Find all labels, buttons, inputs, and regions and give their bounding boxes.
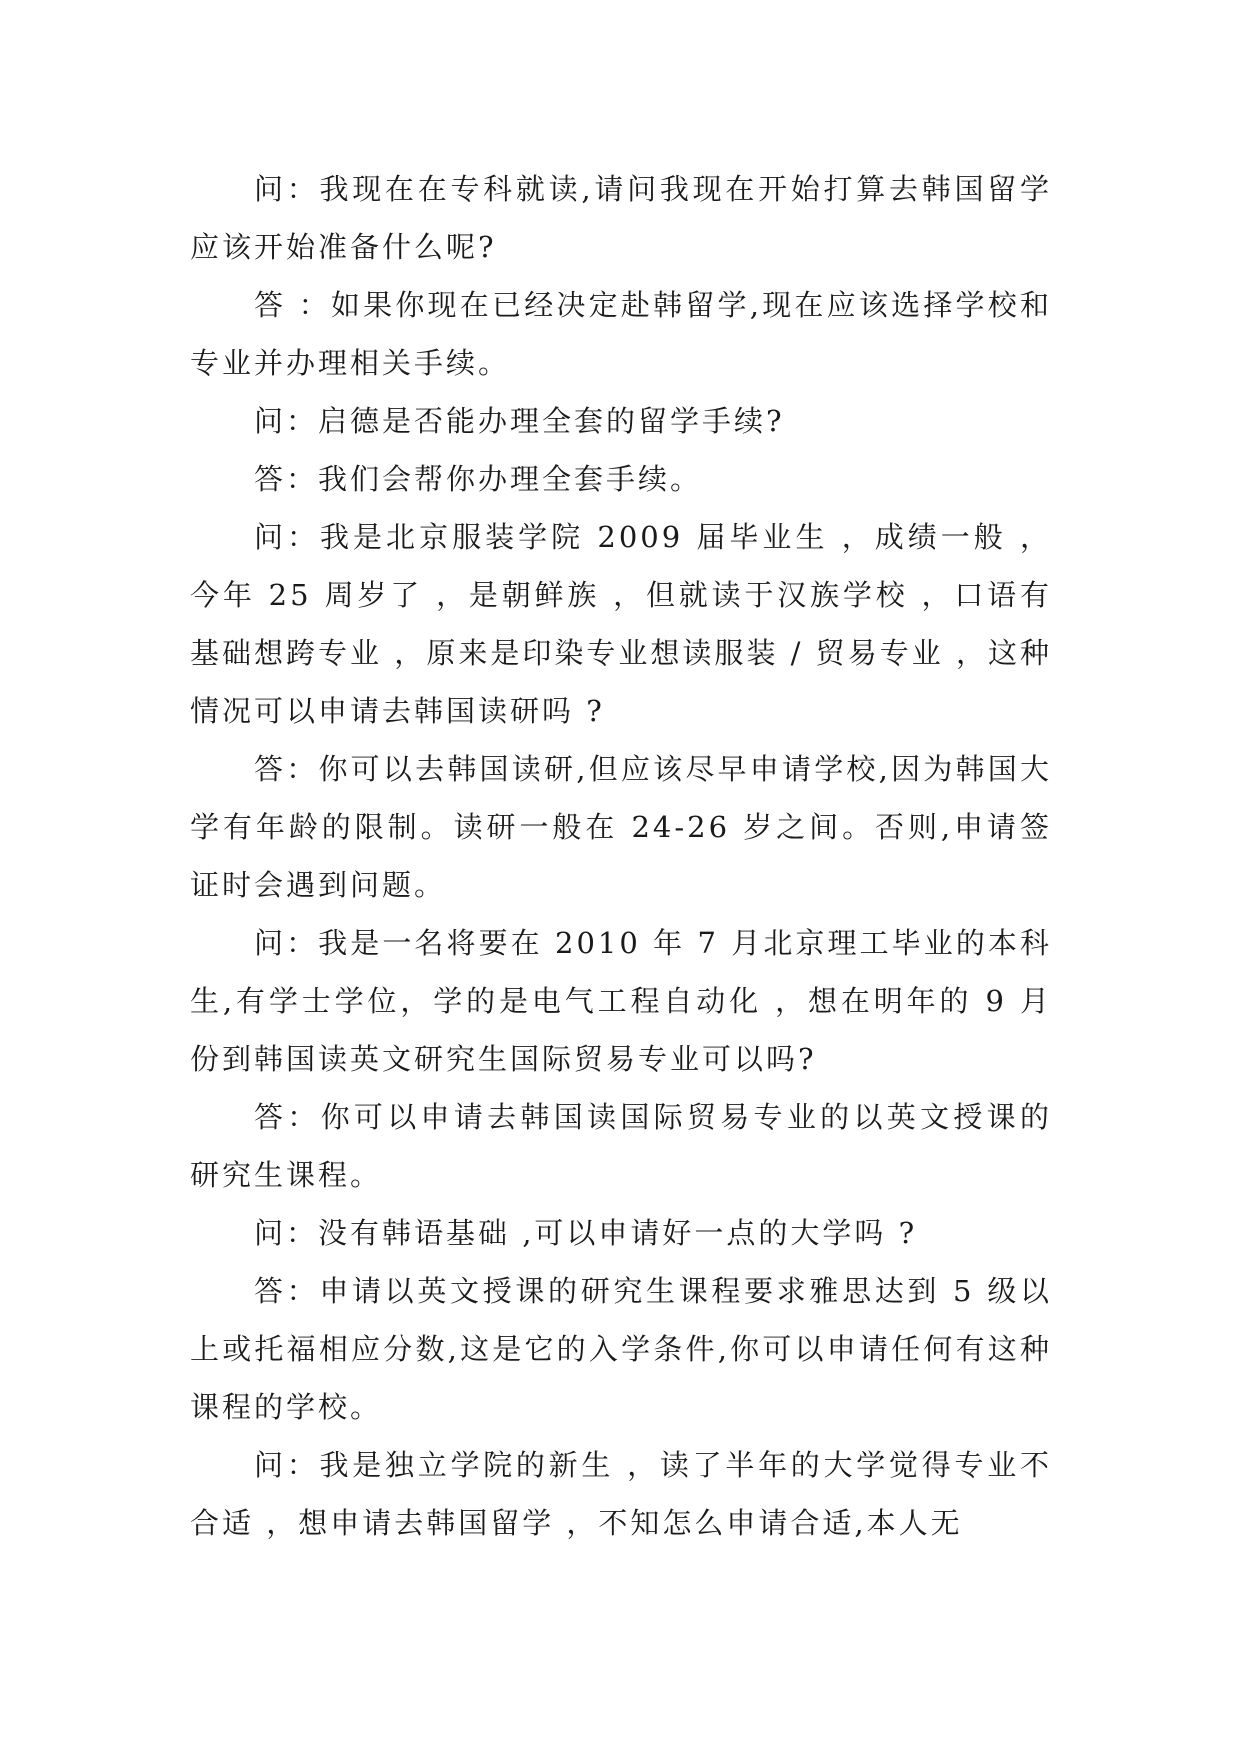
paragraph-question-1: 问：我现在在专科就读,请问我现在开始打算去韩国留学应该开始准备什么呢? xyxy=(190,172,1052,264)
paragraph-answer-1: 答 ：如果你现在已经决定赴韩留学,现在应该选择学校和专业并办理相关手续。 xyxy=(190,288,1052,380)
paragraph-answer-2: 答：我们会帮你办理全套手续。 xyxy=(254,462,703,496)
paragraph-question-3: 问：我是北京服装学院 2009 届毕业生 ，成绩一般 ，今年 25 周岁了 ，是朝鲜族 ，但就读于汉族学校 ，口语有基础想跨专业 ，原来是印染专业想读服装 / 贸易专业 ，这种情况可以申请去韩国读研吗 ? xyxy=(190,520,1052,728)
paragraph-question-4: 问：我是一名将要在 2010 年 7 月北京理工毕业的本科生,有学士学位，学的是电气工程自动化 ，想在明年的 9 月份到韩国读英文研究生国际贸易专业可以吗? xyxy=(190,926,1052,1076)
paragraph-question-2: 问：启德是否能办理全套的留学手续? xyxy=(254,404,785,438)
paragraph-answer-4: 答：你可以申请去韩国读国际贸易专业的以英文授课的研究生课程。 xyxy=(190,1100,1052,1192)
paragraph-question-6: 问：我是独立学院的新生 ，读了半年的大学觉得专业不合适 ，想申请去韩国留学 ，不知怎么申请合适,本人无 xyxy=(190,1448,1052,1540)
paragraph-answer-5: 答：申请以英文授课的研究生课程要求雅思达到 5 级以上或托福相应分数,这是它的入学条件,你可以申请任何有这种课程的学校。 xyxy=(190,1274,1052,1424)
document-body xyxy=(190,160,1052,1552)
paragraph-question-5: 问：没有韩语基础 ,可以申请好一点的大学吗 ? xyxy=(254,1216,918,1250)
paragraph-answer-3: 答：你可以去韩国读研,但应该尽早申请学校,因为韩国大学有年龄的限制。读研一般在 24-26 岁之间。否则,申请签证时会遇到问题。 xyxy=(190,752,1052,902)
